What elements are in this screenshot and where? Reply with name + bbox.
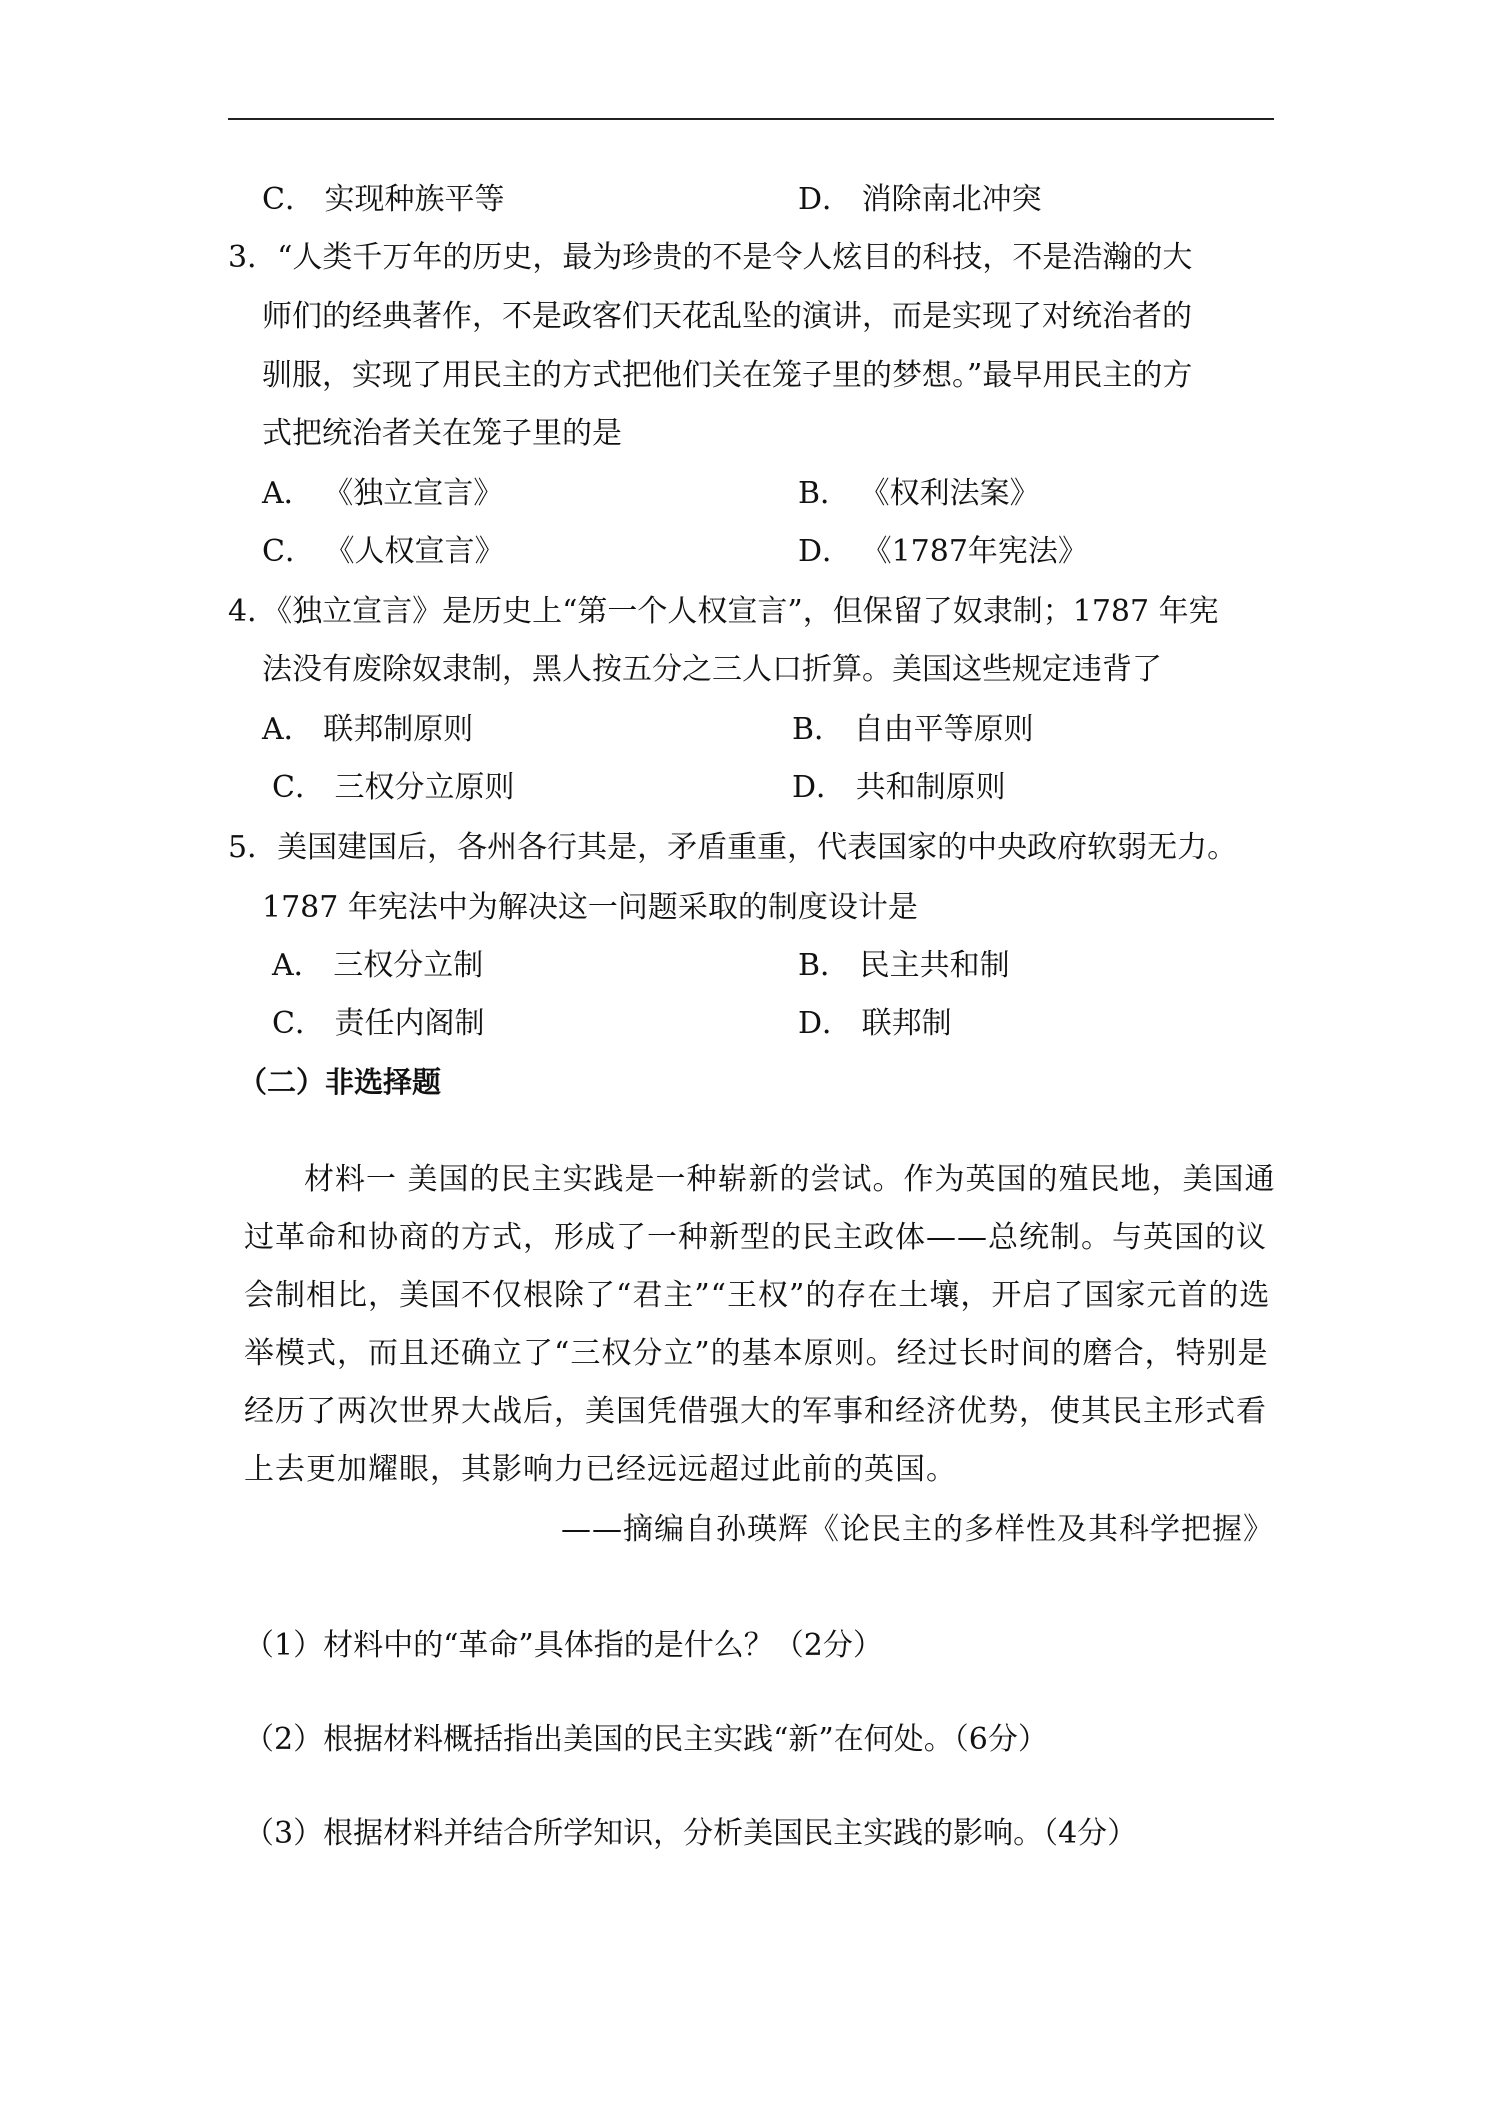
material-line-1: 材料一 美国的民主实践是一种崭新的尝试。作为英国的殖民地，美国通: [304, 1162, 1276, 1197]
material-line-4: 举模式，而且还确立了“三权分立”的基本原则。经过长时间的磨合，特别是: [244, 1336, 1269, 1371]
material-line-6: 上去更加耀眼，其影响力已经远远超过此前的英国。: [244, 1452, 957, 1487]
q3-option-d[interactable]: D． 《1787年宪法》: [798, 534, 1088, 569]
material-source: ——摘编自孙瑛辉《论民主的多样性及其科学把握》: [561, 1512, 1274, 1547]
section-heading: （二）非选择题: [238, 1065, 442, 1099]
q2-option-d[interactable]: D． 消除南北冲突: [798, 182, 1042, 217]
q4-option-b[interactable]: B． 自由平等原则: [792, 712, 1034, 747]
q4-option-c[interactable]: C． 三权分立原则: [272, 770, 515, 805]
q4-stem-line-1: 4．《独立宣言》是历史上“第一个人权宣言”，但保留了奴隶制；1787 年宪: [228, 594, 1219, 629]
q5-option-b[interactable]: B． 民主共和制: [798, 948, 1010, 983]
material-line-2: 过革命和协商的方式，形成了一种新型的民主政体——总统制。与英国的议: [244, 1220, 1267, 1255]
q5-option-a[interactable]: A． 三权分立制: [272, 948, 484, 983]
q3-option-c[interactable]: C． 《人权宣言》: [262, 534, 505, 569]
q3-stem-line-2: 师们的经典著作，不是政客们天花乱坠的演讲，而是实现了对统治者的: [262, 299, 1192, 334]
question-3: （3）根据材料并结合所学知识，分析美国民主实践的影响。（4分）: [244, 1816, 1138, 1851]
q5-option-c[interactable]: C． 责任内阁制: [272, 1006, 485, 1041]
material-line-3: 会制相比，美国不仅根除了“君主”“王权”的存在土壤，开启了国家元首的选: [244, 1278, 1271, 1313]
question-1: （1）材料中的“革命”具体指的是什么？（2分）: [244, 1628, 883, 1663]
q4-stem-line-2: 法没有废除奴隶制，黑人按五分之三人口折算。美国这些规定违背了: [262, 652, 1162, 687]
q3-stem-line-3: 驯服，实现了用民主的方式把他们关在笼子里的梦想。”最早用民主的方: [262, 358, 1193, 393]
q3-option-a[interactable]: A． 《独立宣言》: [262, 476, 504, 511]
q4-option-d[interactable]: D． 共和制原则: [792, 770, 1006, 805]
q5-stem-line-1: 5．美国建国后，各州各行其是，矛盾重重，代表国家的中央政府软弱无力。: [228, 830, 1238, 865]
q3-stem-line-1: 3．“人类千万年的历史，最为珍贵的不是令人炫目的科技，不是浩瀚的大: [228, 240, 1193, 275]
header-rule: [228, 118, 1274, 120]
q3-stem-line-4: 式把统治者关在笼子里的是: [262, 416, 622, 451]
q4-option-a[interactable]: A． 联邦制原则: [262, 712, 474, 747]
q2-option-c[interactable]: C． 实现种族平等: [262, 182, 505, 217]
question-2: （2）根据材料概括指出美国的民主实践“新”在何处。（6分）: [244, 1722, 1048, 1757]
material-line-5: 经历了两次世界大战后，美国凭借强大的军事和经济优势，使其民主形式看: [244, 1394, 1267, 1429]
q5-stem-line-2: 1787 年宪法中为解决这一问题采取的制度设计是: [262, 890, 918, 925]
q5-option-d[interactable]: D． 联邦制: [798, 1006, 952, 1041]
q3-option-b[interactable]: B． 《权利法案》: [798, 476, 1040, 511]
